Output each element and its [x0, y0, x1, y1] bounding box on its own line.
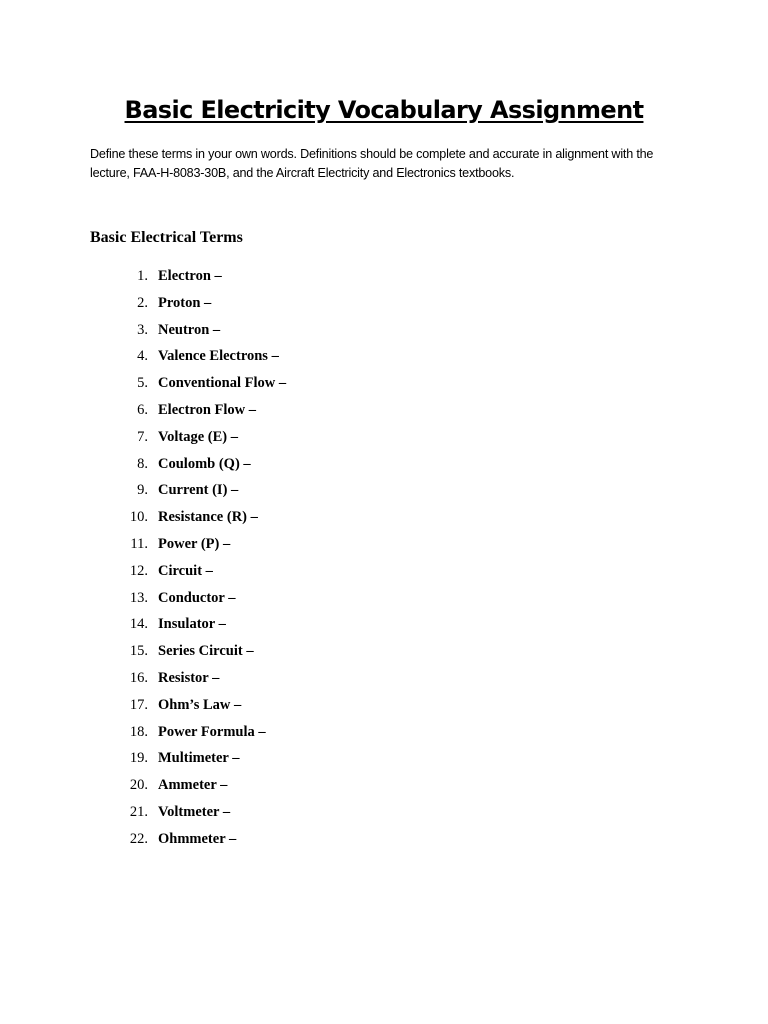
term-number: 21. — [129, 803, 148, 820]
term-label: Resistor – — [158, 669, 220, 686]
term-number: 22. — [129, 830, 148, 847]
term-number: 10. — [129, 509, 148, 526]
term-label: Electron Flow – — [158, 401, 256, 418]
document-title: Basic Electricity Vocabulary Assignment — [124, 96, 644, 124]
term-label: Power (P) – — [158, 535, 231, 552]
term-label: Power Formula – — [158, 723, 266, 740]
term-number: 3. — [137, 321, 148, 338]
term-label: Proton – — [158, 294, 212, 311]
term-number: 13. — [129, 589, 148, 606]
term-number: 1. — [137, 268, 148, 284]
term-number: 6. — [137, 401, 148, 418]
term-label: Resistance (R) – — [158, 509, 258, 526]
term-label: Conductor – — [158, 589, 236, 606]
term-number: 7. — [137, 428, 148, 445]
term-label: Conventional Flow – — [158, 375, 287, 392]
term-number: 16. — [129, 669, 148, 686]
term-label: Series Circuit – — [158, 643, 254, 660]
term-number: 18. — [129, 723, 148, 740]
term-label: Neutron – — [158, 321, 221, 338]
term-number: 15. — [129, 643, 148, 660]
term-number: 4. — [137, 348, 148, 365]
term-number: 8. — [137, 455, 148, 472]
term-label: Ohm’s Law – — [158, 696, 242, 713]
term-label: Valence Electrons – — [158, 348, 279, 365]
term-number: 14. — [129, 616, 148, 633]
section-heading: Basic Electrical Terms — [90, 229, 243, 246]
term-number: 17. — [129, 696, 148, 713]
term-label: Electron – — [158, 268, 222, 284]
term-number: 11. — [130, 535, 148, 552]
term-label: Circuit – — [158, 562, 213, 579]
term-label: Current (I) – — [158, 482, 239, 499]
term-label: Voltage (E) – — [158, 428, 239, 445]
term-number: 20. — [129, 777, 148, 794]
term-label: Coulomb (Q) – — [158, 455, 251, 472]
term-label: Ohmmeter – — [158, 830, 237, 847]
term-number: 12. — [129, 562, 148, 579]
term-label: Ammeter – — [158, 777, 228, 794]
term-number: 9. — [137, 482, 148, 499]
term-number: 19. — [129, 750, 148, 767]
term-label: Voltmeter – — [158, 803, 231, 820]
term-label: Multimeter – — [158, 750, 240, 767]
term-number: 5. — [137, 375, 148, 392]
instructions-text: Define these terms in your own words. Definitions should be complete and accurate in alignment with the lecture, FAA-H-8083-30B, and the Aircraft Electricity and Electronics textbooks. — [90, 147, 654, 180]
term-number: 2. — [137, 294, 148, 311]
term-label: Insulator – — [158, 616, 226, 633]
